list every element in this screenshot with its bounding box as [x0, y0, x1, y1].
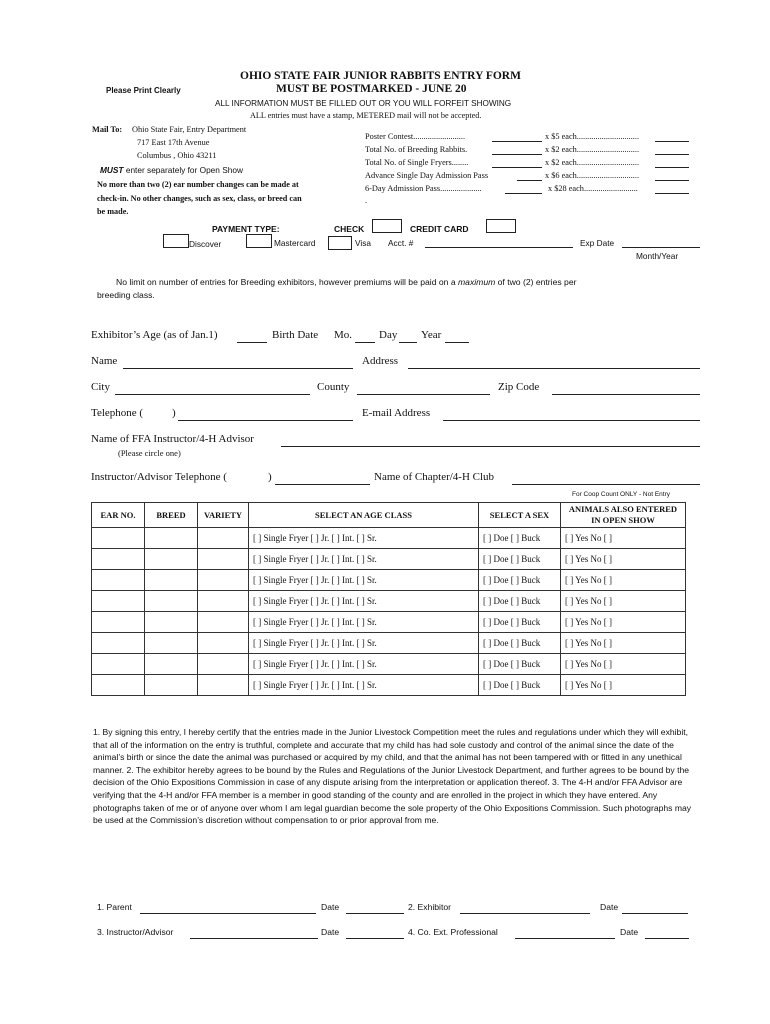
payment-type-label: PAYMENT TYPE:	[212, 224, 280, 234]
open-show-text: enter separately for Open Show	[125, 165, 243, 175]
mail-line-1: Ohio State Fair, Entry Department	[132, 125, 247, 134]
breed-cell[interactable]	[145, 570, 198, 591]
visa-label: Visa	[355, 238, 371, 248]
acct-label: Acct. #	[388, 238, 414, 248]
sex-cell[interactable]: [ ] Doe [ ] Buck	[479, 612, 561, 633]
exhibitor-signature-field[interactable]	[460, 913, 590, 914]
fee-price-breeding: x $2 each..............................	[545, 145, 640, 154]
fee-qty-poster[interactable]	[492, 141, 542, 142]
exhibitor-date-field[interactable]	[622, 913, 688, 914]
table-row	[92, 654, 686, 675]
fee-label-single-day: Advance Single Day Admission Pass	[365, 171, 489, 180]
name-field[interactable]	[123, 368, 353, 369]
print-clearly-note: Please Print Clearly	[106, 86, 181, 95]
sex-cell[interactable]: [ ] Doe [ ] Buck	[479, 591, 561, 612]
sex-cell[interactable]: [ ] Doe [ ] Buck	[479, 549, 561, 570]
open-show-cell[interactable]: [ ] Yes No [ ]	[561, 528, 686, 549]
age-class-cell[interactable]: [ ] Single Fryer [ ] Jr. [ ] Int. [ ] Sr.	[249, 570, 479, 591]
table-row	[92, 675, 686, 696]
variety-cell[interactable]	[198, 633, 249, 654]
instructor-date-field[interactable]	[346, 938, 404, 939]
parent-label: 1. Parent	[97, 902, 132, 912]
open-show-must: MUST	[100, 165, 124, 175]
table-header-row	[92, 503, 686, 528]
open-show-cell[interactable]: [ ] Yes No [ ]	[561, 549, 686, 570]
ear-no-cell[interactable]	[92, 633, 145, 654]
variety-cell[interactable]	[198, 612, 249, 633]
open-show-cell[interactable]: [ ] Yes No [ ]	[561, 633, 686, 654]
table-row	[92, 570, 686, 591]
telephone-label: Telephone (	[91, 407, 144, 419]
ear-no-cell[interactable]	[92, 675, 145, 696]
variety-cell[interactable]	[198, 570, 249, 591]
month-year-label: Month/Year	[636, 251, 679, 261]
sex-cell[interactable]: [ ] Doe [ ] Buck	[479, 570, 561, 591]
fee-price-fryers: x $2 each..............................	[545, 158, 640, 167]
limit-note-line-2: breeding class.	[97, 290, 155, 300]
sex-cell[interactable]: [ ] Doe [ ] Buck	[479, 528, 561, 549]
address-field[interactable]	[408, 368, 700, 369]
table-row	[92, 612, 686, 633]
ear-no-cell[interactable]	[92, 591, 145, 612]
birth-month-label: Mo.	[334, 329, 353, 341]
fees-dot: .	[365, 196, 368, 205]
advisor-field[interactable]	[281, 446, 700, 447]
fee-label-breeding: Total No. of Breeding Rabbits.	[365, 145, 468, 154]
birth-day-label: Day	[379, 329, 398, 341]
age-class-cell[interactable]: [ ] Single Fryer [ ] Jr. [ ] Int. [ ] Sr.	[249, 528, 479, 549]
instructor-label: 3. Instructor/Advisor	[97, 927, 174, 937]
advisor-telephone-label: Instructor/Advisor Telephone (	[91, 471, 227, 483]
sex-cell[interactable]: [ ] Doe [ ] Buck	[479, 675, 561, 696]
parent-date-label: Date	[321, 902, 340, 912]
address-label: Address	[362, 355, 399, 367]
table-row	[92, 633, 686, 654]
breed-cell[interactable]	[145, 675, 198, 696]
birth-month-field[interactable]	[355, 342, 375, 343]
fee-total-breeding[interactable]	[655, 154, 689, 155]
check-checkbox[interactable]	[372, 219, 402, 233]
age-class-cell[interactable]: [ ] Single Fryer [ ] Jr. [ ] Int. [ ] Sr.	[249, 591, 479, 612]
parent-signature-field[interactable]	[140, 913, 316, 914]
instructor-date-label: Date	[321, 927, 340, 937]
zip-field[interactable]	[552, 394, 700, 395]
mastercard-label: Mastercard	[274, 238, 316, 248]
ear-no-cell[interactable]	[92, 654, 145, 675]
fee-qty-breeding[interactable]	[492, 154, 542, 155]
fee-total-fryers[interactable]	[655, 167, 689, 168]
credit-card-checkbox[interactable]	[486, 219, 516, 233]
city-field[interactable]	[115, 394, 310, 395]
notice-line-2: ALL entries must have a stamp, METERED mail will not be accepted.	[250, 111, 482, 120]
discover-label: Discover	[189, 239, 222, 249]
chapter-label: Name of Chapter/4-H Club	[374, 471, 495, 483]
mail-line-3: Columbus , Ohio 43211	[137, 151, 217, 160]
fee-total-single-day[interactable]	[655, 180, 689, 181]
fee-price-single-day: x $6 each..............................	[545, 171, 640, 180]
entries-table	[91, 502, 686, 696]
open-show-cell[interactable]: [ ] Yes No [ ]	[561, 612, 686, 633]
limit-note-emph: maximum	[458, 277, 496, 287]
county-field[interactable]	[357, 394, 490, 395]
breed-cell[interactable]	[145, 591, 198, 612]
fee-qty-single-day[interactable]	[517, 180, 542, 181]
fee-qty-six-day[interactable]	[505, 193, 542, 194]
birth-year-field[interactable]	[445, 342, 469, 343]
fee-qty-fryers[interactable]	[492, 167, 542, 168]
ext-professional-signature-field[interactable]	[515, 938, 615, 939]
mail-line-2: 717 East 17th Avenue	[137, 138, 210, 147]
coop-count-note: For Coop Count ONLY - Not Entry	[572, 491, 671, 498]
variety-cell[interactable]	[198, 549, 249, 570]
table-row	[92, 528, 686, 549]
exhibitor-age-label: Exhibitor’s Age (as of Jan.1)	[91, 329, 218, 341]
open-show-note	[100, 165, 243, 175]
telephone-close: )	[172, 407, 176, 419]
mail-to-label: Mail To:	[92, 125, 123, 134]
discover-checkbox[interactable]	[163, 234, 189, 248]
advisor-telephone-field[interactable]	[275, 484, 370, 485]
limit-note-post: of two (2) entries per	[495, 277, 577, 287]
breed-cell[interactable]	[145, 654, 198, 675]
mastercard-checkbox[interactable]	[246, 234, 272, 248]
county-label: County	[317, 381, 350, 393]
fee-total-poster[interactable]	[655, 141, 689, 142]
variety-cell[interactable]	[198, 528, 249, 549]
exhibitor-sig-label: 2. Exhibitor	[408, 902, 451, 912]
ear-no-cell[interactable]	[92, 570, 145, 591]
fee-label-fryers: Total No. of Single Fryers........	[365, 158, 469, 167]
fee-total-six-day[interactable]	[655, 193, 689, 194]
deadline-heading: MUST BE POSTMARKED - JUNE 20	[276, 83, 467, 95]
ear-no-cell[interactable]	[92, 549, 145, 570]
exhibitor-date-label: Date	[600, 902, 619, 912]
fee-price-poster: x $5 each..............................	[545, 132, 640, 141]
ext-date-label: Date	[620, 927, 639, 937]
fee-label-six-day: 6-Day Admission Pass....................	[365, 184, 482, 193]
city-label: City	[91, 381, 110, 393]
limit-note-pre: No limit on number of entries for Breeding exhibitors, however premiums will be paid on a	[116, 277, 459, 287]
age-class-cell[interactable]: [ ] Single Fryer [ ] Jr. [ ] Int. [ ] Sr.	[249, 633, 479, 654]
zip-label: Zip Code	[498, 381, 540, 393]
name-label: Name	[91, 355, 118, 367]
open-show-cell[interactable]: [ ] Yes No [ ]	[561, 570, 686, 591]
variety-cell[interactable]	[198, 591, 249, 612]
birth-day-field[interactable]	[399, 342, 417, 343]
ear-no-cell[interactable]	[92, 612, 145, 633]
email-label: E-mail Address	[362, 407, 431, 419]
open-show-cell[interactable]: [ ] Yes No [ ]	[561, 654, 686, 675]
exhibitor-age-field[interactable]	[237, 342, 267, 343]
exp-date-field[interactable]	[622, 247, 700, 248]
age-class-cell[interactable]: [ ] Single Fryer [ ] Jr. [ ] Int. [ ] Sr.	[249, 675, 479, 696]
exp-date-label: Exp Date	[580, 238, 615, 248]
parent-date-field[interactable]	[346, 913, 404, 914]
sex-cell[interactable]: [ ] Doe [ ] Buck	[479, 633, 561, 654]
breed-cell[interactable]	[145, 549, 198, 570]
birth-year-label: Year	[421, 329, 442, 341]
variety-cell[interactable]	[198, 675, 249, 696]
ear-no-cell[interactable]	[92, 528, 145, 549]
age-class-cell[interactable]: [ ] Single Fryer [ ] Jr. [ ] Int. [ ] Sr.	[249, 612, 479, 633]
ear-note-2: check-in. No other changes, such as sex, class, or breed can	[97, 194, 302, 203]
check-label: CHECK	[334, 224, 365, 234]
limit-note-line-1	[116, 277, 576, 287]
ext-date-field[interactable]	[645, 938, 689, 939]
birth-date-label: Birth Date	[272, 329, 319, 341]
ear-note-3: be made.	[97, 207, 129, 216]
visa-checkbox[interactable]	[328, 236, 352, 250]
ear-note-1: No more than two (2) ear number changes can be made at	[97, 180, 299, 189]
advisor-label: Name of FFA Instructor/4-H Advisor	[91, 433, 254, 445]
open-show-cell[interactable]: [ ] Yes No [ ]	[561, 591, 686, 612]
telephone-field[interactable]	[178, 420, 353, 421]
breed-cell[interactable]	[145, 612, 198, 633]
fee-label-poster: Poster Contest.........................	[365, 132, 466, 141]
sex-cell[interactable]: [ ] Doe [ ] Buck	[479, 654, 561, 675]
circle-one-note: (Please circle one)	[118, 448, 181, 458]
fee-price-six-day: x $28 each..........................	[548, 184, 638, 193]
ext-professional-label: 4. Co. Ext. Professional	[408, 927, 498, 937]
header-variety: VARIETY	[198, 503, 249, 528]
credit-card-label: CREDIT CARD	[410, 224, 469, 234]
header-ear-no: EAR NO.	[92, 503, 145, 528]
variety-cell[interactable]	[198, 654, 249, 675]
breed-cell[interactable]	[145, 633, 198, 654]
entries-body	[92, 528, 686, 696]
instructor-signature-field[interactable]	[190, 938, 318, 939]
table-row	[92, 549, 686, 570]
acct-number-field[interactable]	[425, 247, 573, 248]
notice-line-1: ALL INFORMATION MUST BE FILLED OUT OR YOU WILL FORFEIT SHOWING	[215, 99, 512, 108]
email-field[interactable]	[443, 420, 700, 421]
age-class-cell[interactable]: [ ] Single Fryer [ ] Jr. [ ] Int. [ ] Sr.	[249, 549, 479, 570]
header-age-class: SELECT AN AGE CLASS	[249, 503, 479, 528]
chapter-field[interactable]	[512, 484, 700, 485]
breed-cell[interactable]	[145, 528, 198, 549]
open-show-cell[interactable]: [ ] Yes No [ ]	[561, 675, 686, 696]
form-title: OHIO STATE FAIR JUNIOR RABBITS ENTRY FORM	[240, 70, 521, 82]
certification-paragraph: 1. By signing this entry, I hereby certify that the entries made in the Junior Livestock Competition meet the rules and regulations under which they will exhibit, that all of the information on the entry is truthful, complete and accurate that my child has had sole custody and control of the animal since the date of the animal’s birth or since the date the animal was purchased or acquired by my child, and that the animal has not been tampered with or fitted in any unethical manner. 2. The exhibitor hereby agrees to be bound by the Rules and Regulations of the Junior Livestock Department, and further agrees to be bound by the decision of the Ohio Expositions Commission in case of any dispute arising from the interpretation or application thereof. 3. The 4-H and/or FFA Advisor are verifying that the 4-H and/or FFA member is a member in good standing of the county and are enrolled in the project in which they have entered. Any photographs taken of me or of anyone over whom I am legal guardian become the sole property of the Ohio Expositions Commission. Such photographs may be used at the Commission’s discretion without compensation to or prior approval from me.	[93, 727, 692, 826]
header-open-show: ANIMALS ALSO ENTERED IN OPEN SHOW	[561, 503, 686, 528]
age-class-cell[interactable]: [ ] Single Fryer [ ] Jr. [ ] Int. [ ] Sr.	[249, 654, 479, 675]
table-row	[92, 591, 686, 612]
header-sex: SELECT A SEX	[479, 503, 561, 528]
advisor-telephone-close: )	[268, 471, 272, 483]
header-breed: BREED	[145, 503, 198, 528]
